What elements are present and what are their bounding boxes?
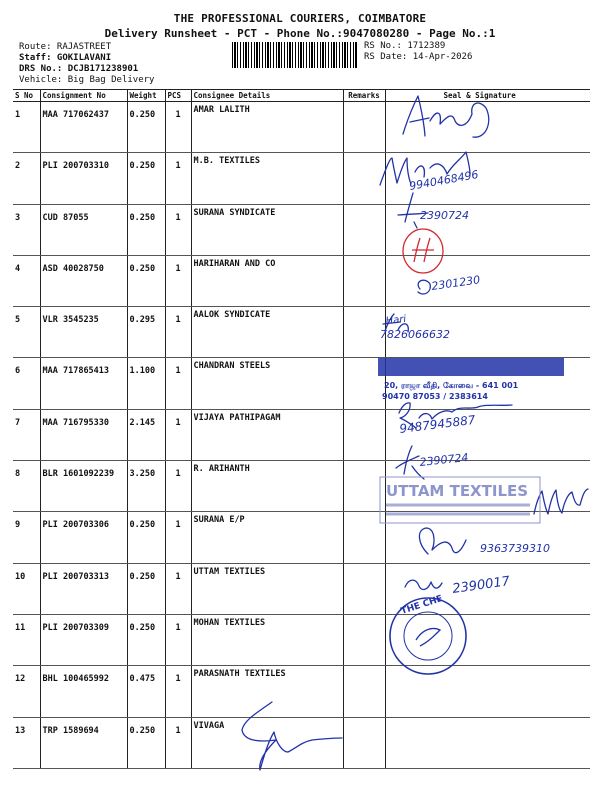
table-body: [13, 102, 590, 769]
row-sno: 12: [13, 666, 40, 717]
row-pcs: 1: [165, 307, 191, 358]
row-remarks: [343, 461, 385, 512]
row-consignee: PARASNATH TEXTILES: [191, 666, 343, 717]
row-sno: 7: [13, 409, 40, 460]
row-pcs: 1: [165, 255, 191, 306]
row-9-note: 2390724: [418, 450, 470, 469]
col-weight-header: Weight: [127, 90, 165, 102]
row-weight: 0.295: [127, 307, 165, 358]
row-12-note: 2390017: [451, 574, 511, 597]
row-consignment-no: MAA 717062437: [40, 102, 127, 153]
row-consignee: SURANA E/P: [191, 512, 343, 563]
row-remarks: [343, 102, 385, 153]
row-7-stamp-line1: 20, ராஜா வீதி, கோவை - 641 001: [384, 381, 519, 390]
route-label: Route: RAJASTREET: [19, 42, 112, 52]
row-seal-signature: [385, 307, 590, 358]
row-consignee: VIVAGA: [191, 717, 343, 768]
row-sno: 1: [13, 102, 40, 153]
row-pcs: 1: [165, 563, 191, 614]
row-consignment-no: BLR 1601092239: [40, 461, 127, 512]
row-consignment-no: BHL 100465992: [40, 666, 127, 717]
row-pcs: 1: [165, 358, 191, 409]
col-remarks-header: Remarks: [343, 90, 385, 102]
row-consignee: MOHAN TEXTILES: [191, 614, 343, 665]
row-seal-signature: [385, 102, 590, 153]
table-row: [13, 563, 590, 614]
row-weight: 0.250: [127, 512, 165, 563]
row-pcs: 1: [165, 204, 191, 255]
row-consignment-no: MAA 717865413: [40, 358, 127, 409]
row-2-phone: 9940468496: [408, 167, 480, 193]
row-remarks: [343, 204, 385, 255]
row-pcs: 1: [165, 666, 191, 717]
row-consignee: AALOK SYNDICATE: [191, 307, 343, 358]
table-row: [13, 666, 590, 717]
row-sno: 9: [13, 512, 40, 563]
row-consignment-no: VLR 3545235: [40, 307, 127, 358]
col-pcs-header: PCS: [165, 90, 191, 102]
row-consignment-no: PLI 200703310: [40, 153, 127, 204]
row-weight: 0.475: [127, 666, 165, 717]
row-sno: 2: [13, 153, 40, 204]
table-row: [13, 307, 590, 358]
row-consignee: UTTAM TEXTILES: [191, 563, 343, 614]
row-seal-signature: [385, 461, 590, 512]
table-row: [13, 614, 590, 665]
row-5-note: 2301230: [430, 273, 481, 293]
row-consignee: CHANDRAN STEELS: [191, 358, 343, 409]
vehicle-label: Vehicle: Big Bag Delivery: [19, 75, 155, 85]
row-weight: 0.250: [127, 563, 165, 614]
drs-label: DRS No.: DCJB171238901: [19, 64, 139, 74]
row-weight: 0.250: [127, 255, 165, 306]
table-row: [13, 461, 590, 512]
row-consignment-no: PLI 200703313: [40, 563, 127, 614]
row-weight: 2.145: [127, 409, 165, 460]
row-consignee: R. ARIHANTH: [191, 461, 343, 512]
barcode: [232, 42, 358, 68]
row-sno: 3: [13, 204, 40, 255]
row-sno: 6: [13, 358, 40, 409]
row-weight: 0.250: [127, 204, 165, 255]
row-13-seal-text: THE CHE: [399, 593, 445, 617]
row-pcs: 1: [165, 409, 191, 460]
table-row: [13, 409, 590, 460]
col-consignment-header: Consignment No: [40, 90, 127, 102]
row-remarks: [343, 666, 385, 717]
row-remarks: [343, 614, 385, 665]
table-row: [13, 102, 590, 153]
rs-date: RS Date: 14-Apr-2026: [364, 52, 473, 62]
row-remarks: [343, 409, 385, 460]
row-6-phone: 7826066632: [380, 328, 450, 341]
runsheet-table: [13, 89, 590, 769]
row-7-stamp-line2: 90470 87053 / 2383614: [382, 392, 488, 401]
row-remarks: [343, 358, 385, 409]
row-consignment-no: TRP 1589694: [40, 717, 127, 768]
row-seal-signature: [385, 512, 590, 563]
row-consignment-no: PLI 200703309: [40, 614, 127, 665]
route-staff-block: [19, 42, 154, 86]
runsheet-subtitle: Delivery Runsheet - PCT - Phone No.:9047080280 - Page No.:1: [104, 27, 496, 40]
row-seal-signature: [385, 153, 590, 204]
col-sno-header: S No: [13, 90, 40, 102]
col-seal-header: Seal & Signature: [385, 90, 590, 102]
row-seal-signature: [385, 614, 590, 665]
row-remarks: [343, 717, 385, 768]
row-consignment-no: CUD 87055: [40, 204, 127, 255]
row-weight: 1.100: [127, 358, 165, 409]
row-sno: 5: [13, 307, 40, 358]
row-seal-signature: [385, 409, 590, 460]
row-consignee: SURANA SYNDICATE: [191, 204, 343, 255]
row-remarks: [343, 255, 385, 306]
row-sno: 11: [13, 614, 40, 665]
table-row: [13, 717, 590, 768]
table-row: [13, 358, 590, 409]
row-remarks: [343, 512, 385, 563]
table-row: [13, 255, 590, 306]
table-row: [13, 204, 590, 255]
row-sno: 4: [13, 255, 40, 306]
row-seal-signature: [385, 563, 590, 614]
row-consignee: M.B. TEXTILES: [191, 153, 343, 204]
row-seal-signature: [385, 358, 590, 409]
row-consignee: HARIHARAN AND CO: [191, 255, 343, 306]
row-weight: 0.250: [127, 614, 165, 665]
row-consignee: AMAR LALITH: [191, 102, 343, 153]
row-8-phone: 9487945887: [398, 412, 477, 436]
row-seal-signature: [385, 717, 590, 768]
row-seal-signature: [385, 204, 590, 255]
row-3-note: 2390724: [420, 209, 469, 222]
row-sno: 8: [13, 461, 40, 512]
row-pcs: 1: [165, 102, 191, 153]
row-remarks: [343, 307, 385, 358]
row-pcs: 1: [165, 461, 191, 512]
table-row: [13, 512, 590, 563]
table-header-row: [13, 90, 590, 102]
row-consignee: VIJAYA PATHIPAGAM: [191, 409, 343, 460]
row-weight: 0.250: [127, 153, 165, 204]
row-weight: 3.250: [127, 461, 165, 512]
company-title: THE PROFESSIONAL COURIERS, COIMBATORE: [173, 12, 427, 25]
table-row: [13, 153, 590, 204]
row-sno: 10: [13, 563, 40, 614]
row-11-phone: 9363739310: [480, 542, 550, 555]
row-pcs: 1: [165, 512, 191, 563]
staff-label: Staff: GOKILAVANI: [19, 53, 112, 63]
row-seal-signature: [385, 255, 590, 306]
row-consignment-no: PLI 200703306: [40, 512, 127, 563]
row-pcs: 1: [165, 153, 191, 204]
row-pcs: 1: [165, 614, 191, 665]
row-seal-signature: [385, 666, 590, 717]
row-pcs: 1: [165, 717, 191, 768]
row-remarks: [343, 563, 385, 614]
row-weight: 0.250: [127, 102, 165, 153]
row-remarks: [343, 153, 385, 204]
col-consignee-header: Consignee Details: [191, 90, 343, 102]
rs-info-block: [364, 41, 472, 63]
row-consignment-no: MAA 716795330: [40, 409, 127, 460]
row-consignment-no: ASD 40028750: [40, 255, 127, 306]
row-sno: 13: [13, 717, 40, 768]
row-6-name: Hari: [385, 313, 407, 327]
row-10-stamp-text: UTTAM TEXTILES: [386, 482, 529, 500]
row-weight: 0.250: [127, 717, 165, 768]
rs-number: RS No.: 1712389: [364, 41, 446, 51]
